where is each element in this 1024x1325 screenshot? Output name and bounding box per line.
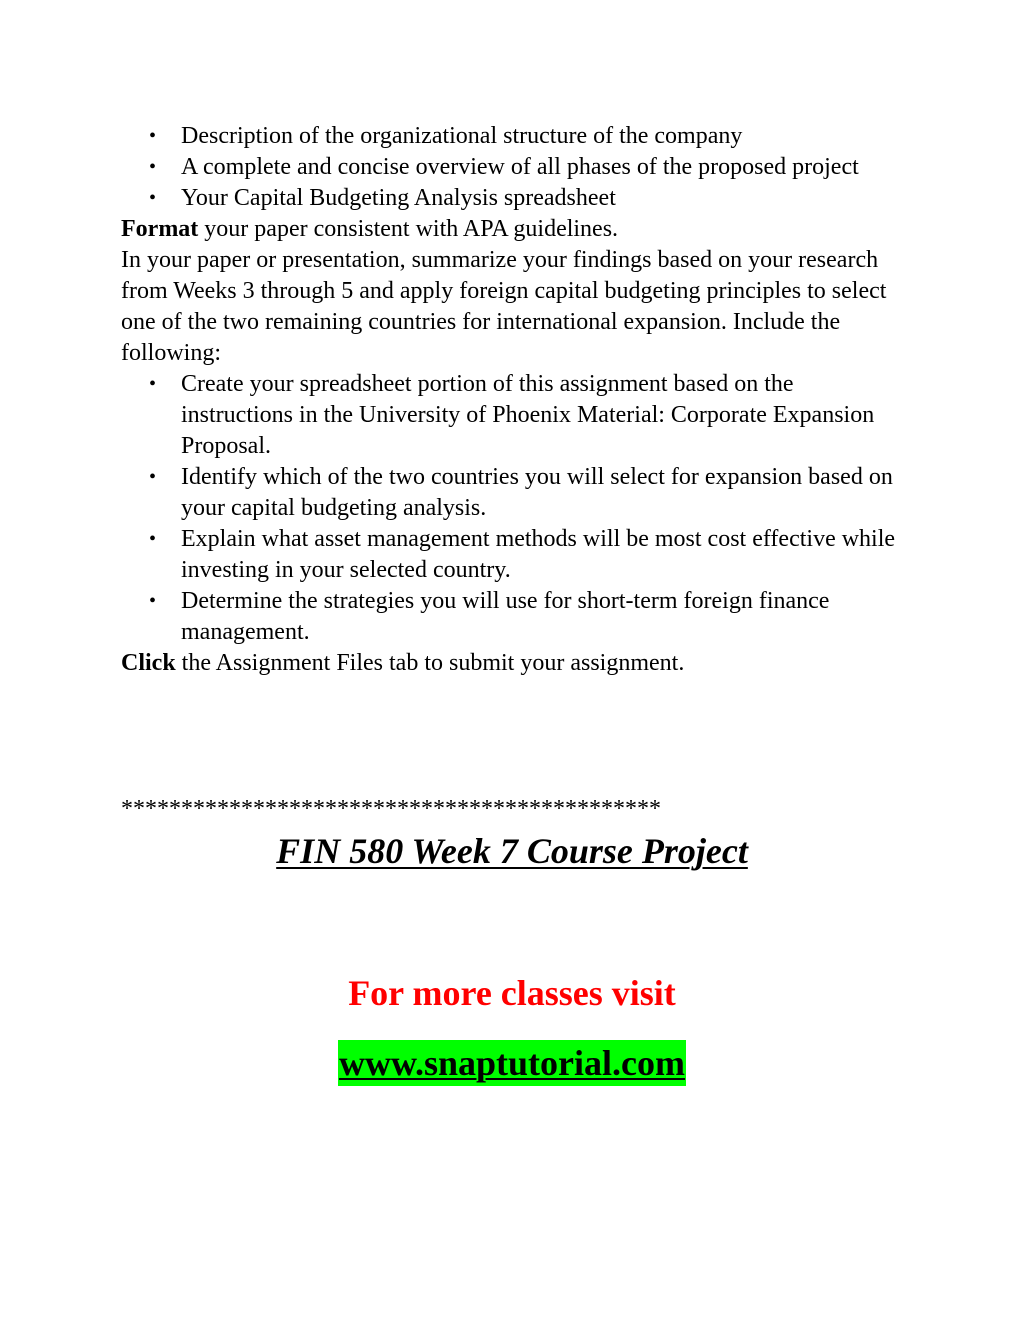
course-title: FIN 580 Week 7 Course Project <box>276 831 748 871</box>
list-item-text: Explain what asset management methods will be most cost effective while investing in your selected country. <box>181 526 896 583</box>
format-text: your paper consistent with APA guidelines. <box>198 216 619 242</box>
website-container <box>0 1040 1024 1086</box>
list-item <box>121 462 911 524</box>
intro-paragraph: In your paper or presentation, summarize your findings based on your research from Weeks 3 through 5 and apply foreign capital budgeting principles to select one of the two remaining countries for international expansion. Include the following: <box>121 247 887 366</box>
bullet-icon: • <box>149 590 157 612</box>
format-label: Format <box>121 216 199 242</box>
click-instruction <box>121 648 911 679</box>
click-label: Click <box>121 650 176 676</box>
list-item-text: Identify which of the two countries you will select for expansion based on your capital budgeting analysis. <box>181 464 893 521</box>
bullet-icon: • <box>149 125 157 147</box>
bullet-icon: • <box>149 466 157 488</box>
list-item <box>121 183 911 214</box>
top-bullet-list <box>121 121 911 214</box>
include-bullet-list <box>121 369 911 648</box>
list-item-text: Description of the organizational structure of the company <box>181 123 743 149</box>
bullet-icon: • <box>149 187 157 209</box>
list-item <box>121 524 911 586</box>
bullet-icon: • <box>149 156 157 178</box>
list-item <box>121 369 911 462</box>
document-body <box>121 121 911 679</box>
list-item <box>121 121 911 152</box>
list-item-text: Determine the strategies you will use for short-term foreign finance management. <box>181 588 830 645</box>
list-item-text: A complete and concise overview of all phases of the proposed project <box>181 154 859 180</box>
bullet-icon: • <box>149 528 157 550</box>
list-item <box>121 152 911 183</box>
promo-heading: For more classes visit <box>348 973 676 1013</box>
click-text: the Assignment Files tab to submit your assignment. <box>175 650 685 676</box>
separator-line: ********************************************* <box>121 796 661 822</box>
bullet-icon: • <box>149 373 157 395</box>
list-item <box>121 586 911 648</box>
website-link[interactable]: www.snaptutorial.com <box>338 1040 686 1086</box>
list-item-text: Your Capital Budgeting Analysis spreadsheet <box>181 185 616 211</box>
format-instruction <box>121 214 911 245</box>
list-item-text: Create your spreadsheet portion of this assignment based on the instructions in the University of Phoenix Material: Corporate Expansion Proposal. <box>181 371 875 459</box>
